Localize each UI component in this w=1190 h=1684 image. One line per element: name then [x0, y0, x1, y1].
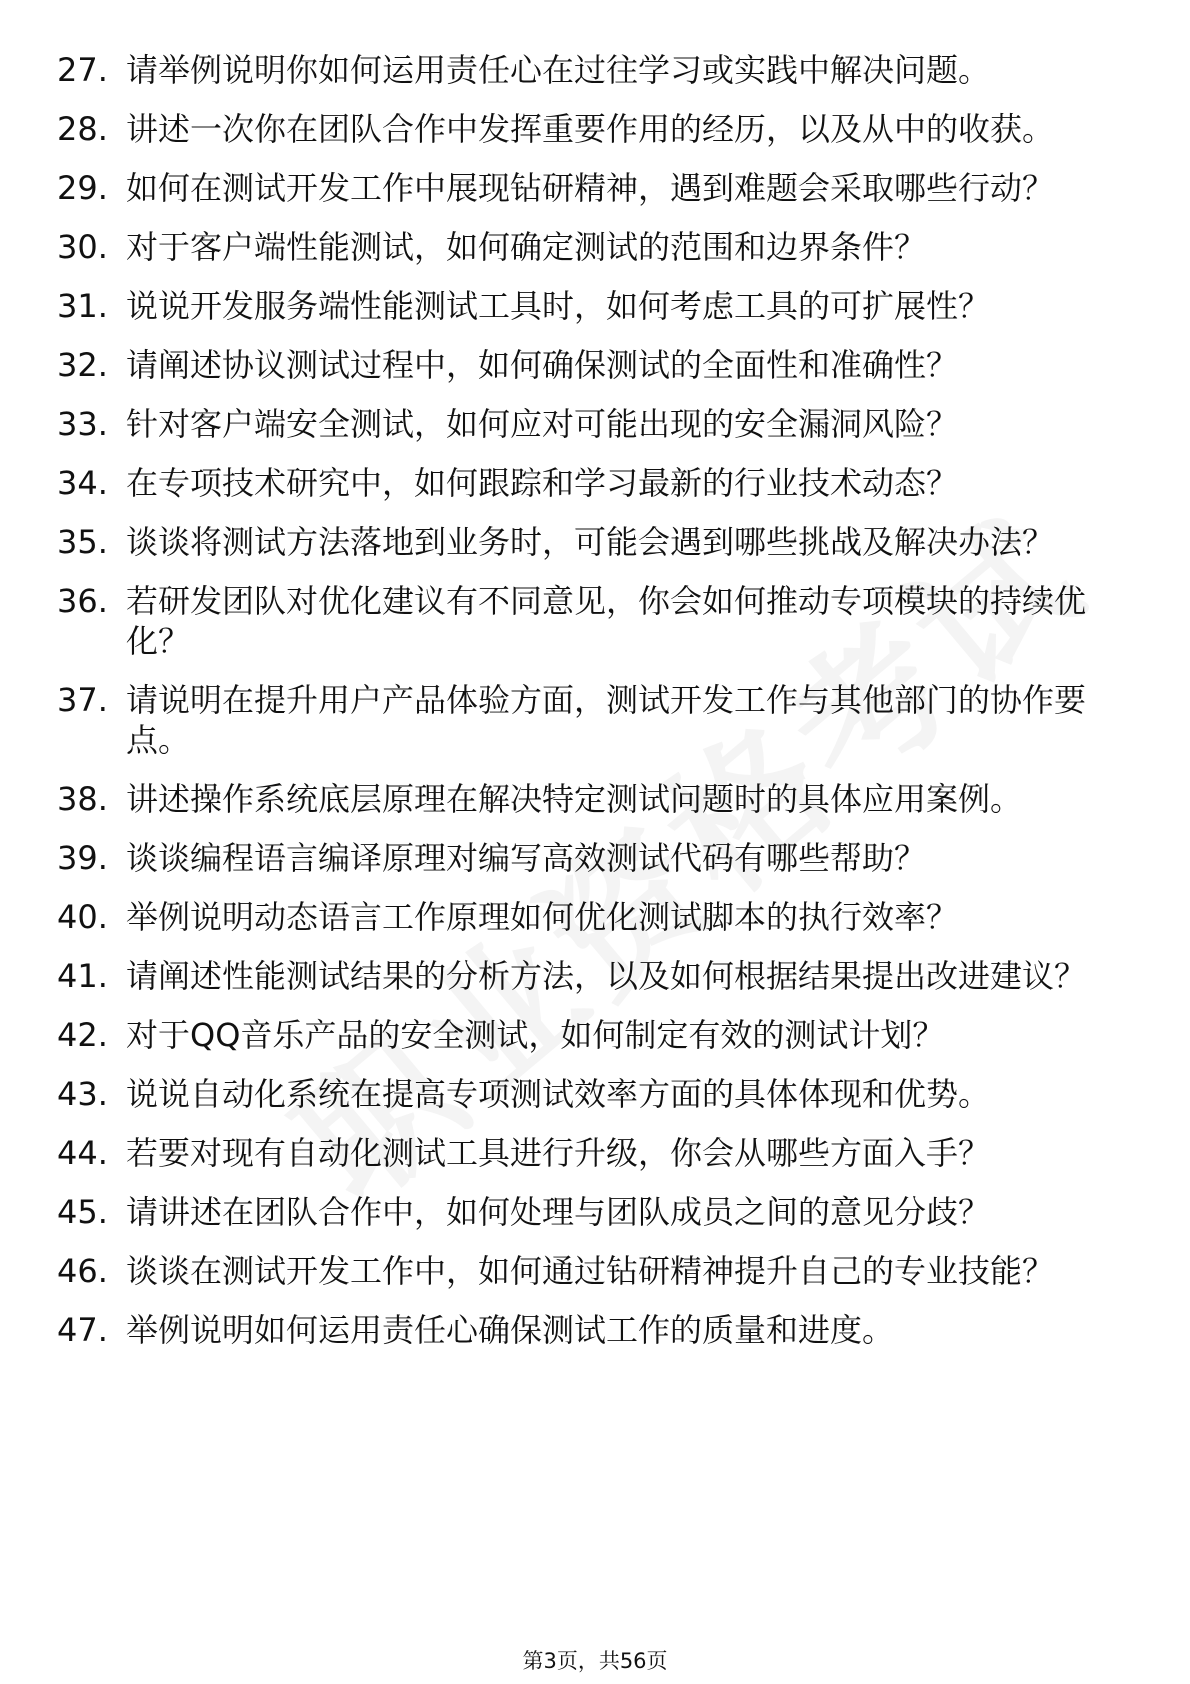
- question-text: 请讲述在团队合作中，如何处理与团队成员之间的意见分歧？: [126, 1193, 991, 1231]
- question-text: 讲述操作系统底层原理在解决特定测试问题时的具体应用案例。: [126, 780, 1023, 818]
- question-item: [57, 779, 1137, 819]
- question-number: 42.: [57, 1016, 108, 1054]
- question-item: [57, 286, 1137, 326]
- question-text: 若研发团队对优化建议有不同意见，你会如何推动专项模块的持续优化？: [126, 582, 1087, 660]
- question-number: 43.: [57, 1075, 108, 1113]
- question-item: [57, 1251, 1137, 1291]
- question-text: 谈谈编程语言编译原理对编写高效测试代码有哪些帮助？: [126, 839, 927, 877]
- question-text: 对于QQ音乐产品的安全测试，如何制定有效的测试计划？: [126, 1016, 945, 1054]
- question-text: 在专项技术研究中，如何跟踪和学习最新的行业技术动态？: [126, 464, 959, 502]
- question-text: 请举例说明你如何运用责任心在过往学习或实践中解决问题。: [126, 51, 991, 89]
- question-item: [57, 227, 1137, 267]
- question-number: 32.: [57, 346, 108, 384]
- question-number: 33.: [57, 405, 108, 443]
- question-number: 30.: [57, 228, 108, 266]
- question-text: 谈谈在测试开发工作中，如何通过钻研精神提升自己的专业技能？: [126, 1252, 1055, 1290]
- question-list: [57, 50, 1137, 1369]
- question-text: 请阐述性能测试结果的分析方法，以及如何根据结果提出改进建议？: [126, 957, 1087, 995]
- question-number: 45.: [57, 1193, 108, 1231]
- question-number: 35.: [57, 523, 108, 561]
- question-item: [57, 581, 1137, 661]
- question-item: [57, 680, 1137, 760]
- question-item: [57, 522, 1137, 562]
- question-item: [57, 345, 1137, 385]
- question-number: 34.: [57, 464, 108, 502]
- question-number: 47.: [57, 1311, 108, 1349]
- question-item: [57, 838, 1137, 878]
- question-number: 39.: [57, 839, 108, 877]
- question-item: [57, 50, 1137, 90]
- question-text: 谈谈将测试方法落地到业务时，可能会遇到哪些挑战及解决办法？: [126, 523, 1055, 561]
- question-number: 27.: [57, 51, 108, 89]
- question-text: 请阐述协议测试过程中，如何确保测试的全面性和准确性？: [126, 346, 959, 384]
- question-text: 请说明在提升用户产品体验方面，测试开发工作与其他部门的协作要点。: [126, 681, 1087, 759]
- question-text: 讲述一次你在团队合作中发挥重要作用的经历，以及从中的收获。: [126, 110, 1055, 148]
- question-number: 37.: [57, 681, 108, 719]
- question-item: [57, 1133, 1137, 1173]
- question-number: 29.: [57, 169, 108, 207]
- question-item: [57, 1310, 1137, 1350]
- question-item: [57, 463, 1137, 503]
- question-item: [57, 1015, 1137, 1055]
- question-item: [57, 109, 1137, 149]
- question-text: 若要对现有自动化测试工具进行升级，你会从哪些方面入手？: [126, 1134, 991, 1172]
- question-text: 针对客户端安全测试，如何应对可能出现的安全漏洞风险？: [126, 405, 959, 443]
- question-item: [57, 1192, 1137, 1232]
- question-text: 举例说明动态语言工作原理如何优化测试脚本的执行效率？: [126, 898, 959, 936]
- question-text: 说说自动化系统在提高专项测试效率方面的具体体现和优势。: [126, 1075, 991, 1113]
- question-item: [57, 404, 1137, 444]
- question-item: [57, 1074, 1137, 1114]
- question-number: 40.: [57, 898, 108, 936]
- question-text: 说说开发服务端性能测试工具时，如何考虑工具的可扩展性？: [126, 287, 991, 325]
- question-item: [57, 956, 1137, 996]
- question-number: 46.: [57, 1252, 108, 1290]
- question-number: 44.: [57, 1134, 108, 1172]
- question-number: 38.: [57, 780, 108, 818]
- question-text: 如何在测试开发工作中展现钻研精神，遇到难题会采取哪些行动？: [126, 169, 1055, 207]
- page-footer: 第3页，共56页: [522, 1649, 668, 1673]
- question-number: 28.: [57, 110, 108, 148]
- question-number: 41.: [57, 957, 108, 995]
- question-item: [57, 168, 1137, 208]
- question-number: 31.: [57, 287, 108, 325]
- question-text: 对于客户端性能测试，如何确定测试的范围和边界条件？: [126, 228, 927, 266]
- question-number: 36.: [57, 582, 108, 620]
- question-text: 举例说明如何运用责任心确保测试工作的质量和进度。: [126, 1311, 895, 1349]
- question-item: [57, 897, 1137, 937]
